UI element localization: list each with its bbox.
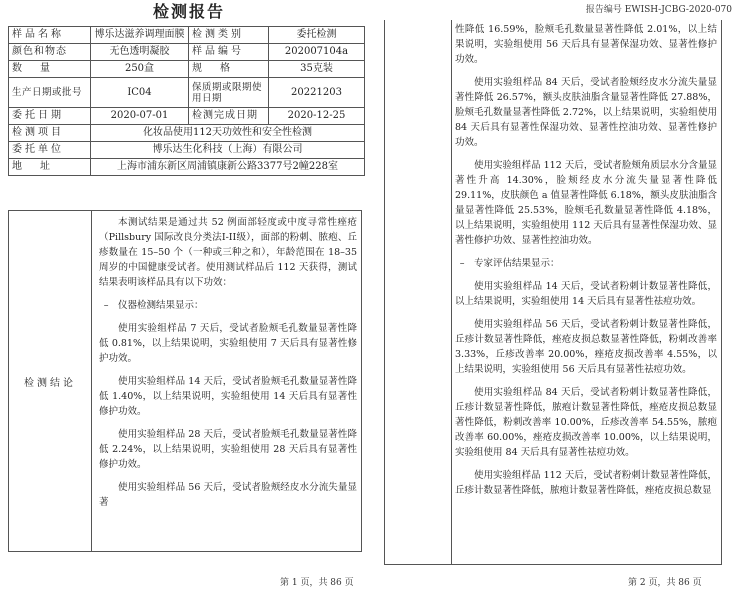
- conclusion-paragraph: 使用实验组样品 84 天后，受试者粉刺计数显著性降低，丘疹计数显著性降低，脓疱计数显著性降低，痤疮皮损总数显著性降低，粉刺改善率 10.00%，丘疹改善率 54.55%，脓疱改善率 60.00%，痤疮皮损改善率 10.00%，以上结果说明，实验组使用 84 天后具有显著性祛痘功效。: [455, 387, 717, 458]
- label-production-batch: 生产日期或批号: [9, 78, 91, 108]
- label-sample-number: 样品编号: [189, 44, 269, 61]
- page-number: 第 1 页，共 86 页: [280, 578, 354, 588]
- label-address: 地址: [9, 159, 91, 176]
- value-spec: 35克装: [269, 61, 365, 78]
- label-commission-date: 委托日期: [9, 108, 91, 125]
- label-test-items: 检测项目: [9, 125, 91, 142]
- conclusion-section: [8, 210, 362, 552]
- conclusion-paragraph: 使用实验组样品 84 天后，受试者脸颊经皮水分流失量显著性降低 26.57%，额头皮肤油脂含量显著性降低 27.88%，脸颊毛孔数量显著性降低 2.72%，以上结果说明，实验组使用 84 天后具有显著性保湿功效、显著性控油功效、显著性修护功效。: [455, 77, 717, 148]
- conclusion-continued-section: [384, 20, 722, 565]
- conclusion-continued-text: [455, 22, 717, 506]
- value-color-state: 无色透明凝胶: [91, 44, 189, 61]
- conclusion-paragraph: 使用实验组样品 56 天后，受试者脸颊经皮水分流失量显著: [99, 482, 357, 508]
- conclusion-paragraph: 使用实验组样品 14 天后，受试者脸颊毛孔数量显著性降低 1.40%，以上结果说明，实验组使用 14 天后具有显著性修护功效。: [99, 376, 357, 417]
- label-test-category: 检测类别: [189, 27, 269, 44]
- value-sample-number: 202007104a: [269, 44, 365, 61]
- table-row: [9, 159, 365, 176]
- value-completion-date: 2020-12-25: [269, 108, 365, 125]
- value-expiry: 20221203: [269, 78, 365, 108]
- conclusion-paragraph: 使用实验组样品 28 天后，受试者脸颊毛孔数量显著性降低 2.24%，以上结果说明，实验组使用 28 天后具有显著性修护功效。: [99, 429, 357, 470]
- label-completion-date: 检测完成日期: [189, 108, 269, 125]
- report-page-2: [378, 0, 750, 600]
- label-color-state: 颜色和物态: [9, 44, 91, 61]
- label-client: 委托单位: [9, 142, 91, 159]
- value-address: 上海市浦东新区周浦镇康新公路3377号2幢228室: [91, 159, 365, 176]
- conclusion-paragraph: 使用实验组样品 14 天后，受试者粉刺计数显著性降低，以上结果说明，实验组使用 14 天后具有显著性祛痘功效。: [455, 281, 717, 307]
- page-number: 第 2 页，共 86 页: [628, 578, 702, 588]
- value-commission-date: 2020-07-01: [91, 108, 189, 125]
- label-sample-name: 样品名称: [9, 27, 91, 44]
- value-test-category: 委托检测: [269, 27, 365, 44]
- table-row: [9, 108, 365, 125]
- section-heading-instrument: – 仪器检测结果显示：: [103, 300, 204, 311]
- value-quantity: 250盒: [91, 61, 189, 78]
- conclusion-paragraph: 性降低 16.59%，脸颊毛孔数量显著性降低 2.01%，以上结果说明，实验组使用 56 天后具有显著保湿功效、显著性修护功效。: [455, 24, 717, 65]
- conclusion-paragraph: 本测试结果是通过共 52 例面部轻度或中度寻常性痤疮（Pillsbury 国际改良分类法I-II级），面部的粉刺、脓疱、丘疹数量在 15–50 个（一种或三种之和），年龄范围在 18–35 周岁的中国健康受试者。使用测试样品后 112 天获得，测试结果表明该样品具有以下功效：: [99, 217, 357, 288]
- conclusion-text: [99, 215, 357, 518]
- table-row: [9, 61, 365, 78]
- label-column: [385, 20, 452, 564]
- value-sample-name: 博乐达滋养调理面膜: [91, 27, 189, 44]
- conclusion-label: 检测结论: [9, 211, 92, 551]
- value-production-batch: IC04: [91, 78, 189, 108]
- label-expiry: 保质期或限期使用日期: [189, 78, 269, 108]
- value-test-items: 化妆品使用112天功效性和安全性检测: [91, 125, 365, 142]
- value-client: 博乐达生化科技（上海）有限公司: [91, 142, 365, 159]
- table-row: [9, 44, 365, 61]
- section-heading-expert: – 专家评估结果显示：: [459, 258, 560, 269]
- table-row: [9, 142, 365, 159]
- table-row: [9, 125, 365, 142]
- report-title: 检测报告: [152, 2, 225, 21]
- conclusion-paragraph: 使用实验组样品 7 天后，受试者脸颊毛孔数量显著性降低 0.81%，以上结果说明，实验组使用 7 天后具有显著性修护功效。: [99, 323, 357, 364]
- label-quantity: 数量: [9, 61, 91, 78]
- report-number: 报告编号 EWISH-JCBG-2020-070: [585, 5, 732, 15]
- conclusion-paragraph: 使用实验组样品 112 天后，受试者粉刺计数显著性降低，丘疹计数显著性降低，脓疱计数显著性降低，痤疮皮损总数显: [455, 470, 717, 496]
- table-row: [9, 27, 365, 44]
- label-spec: 规格: [189, 61, 269, 78]
- table-row: [9, 78, 365, 108]
- sample-info-table: [8, 26, 365, 176]
- conclusion-paragraph: 使用实验组样品 56 天后，受试者粉刺计数显著性降低，丘疹计数显著性降低，痤疮皮损总数显著性降低，粉刺改善率 3.33%，丘疹改善率 20.00%，痤疮皮损改善率 4.55%，以上结果说明，实验组使用 56 天后具有显著性祛痘功效。: [455, 319, 717, 375]
- conclusion-paragraph: 使用实验组样品 112 天后，受试者脸颊角质层水分含量显著性升高 14.30%，脸颊经皮水分流失量显著性降低 29.11%，皮肤颜色 a 值显著性降低 6.18%，额头皮肤油脂含量显著性降低 25.53%，脸颊毛孔数量显著性降低 4.18%，以上结果说明，实验组使用 112 天后具有显著性保湿功效、显著性修护功效、显著性控油功效。: [455, 160, 717, 246]
